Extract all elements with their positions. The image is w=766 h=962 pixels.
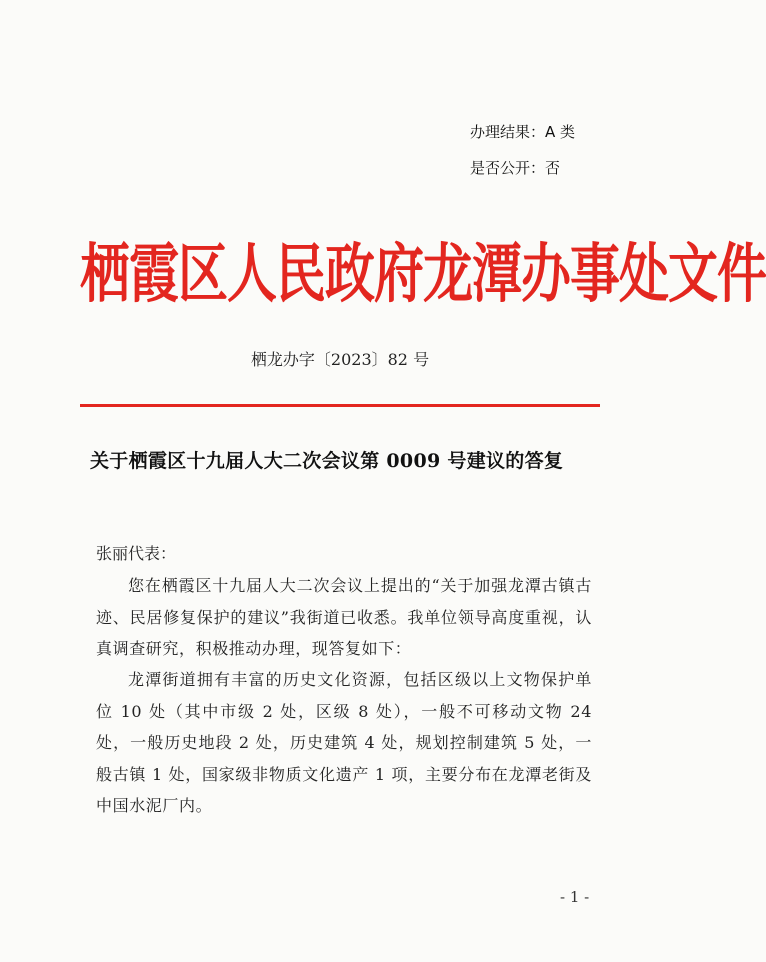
salutation: 张丽代表： [96, 544, 177, 563]
red-separator-line [80, 404, 600, 407]
reply-title: 关于栖霞区十九届人大二次会议第 0009 号建议的答复 [90, 450, 564, 472]
page-number: - 1 - [560, 888, 590, 906]
processing-result: 办理结果：A 类 [470, 123, 576, 141]
public-status: 是否公开：否 [470, 159, 561, 177]
body-paragraph: 龙潭街道拥有丰富的历史文化资源，包括区级以上文物保护单位 10 处（其中市级 2 处，区级 8 处），一般不可移动文物 24 处，一般历史地段 2 处，历史建筑 4 处，规划控制建筑 5 处，一般古镇 1 处，国家级非物质文化遗产 1 项，主要分布在龙潭老街及中国水泥厂内。 [96, 670, 592, 815]
body-paragraph: 您在栖霞区十九届人大二次会议上提出的“关于加强龙潭古镇古迹、民居修复保护的建议”我街道已收悉。我单位领导高度重视，认真调查研究，积极推动办理，现答复如下： [96, 576, 592, 658]
document-number: 栖龙办字〔2023〕82 号 [250, 350, 430, 369]
document-header-title: 栖霞区人民政府龙潭办事处文件 [80, 235, 766, 312]
